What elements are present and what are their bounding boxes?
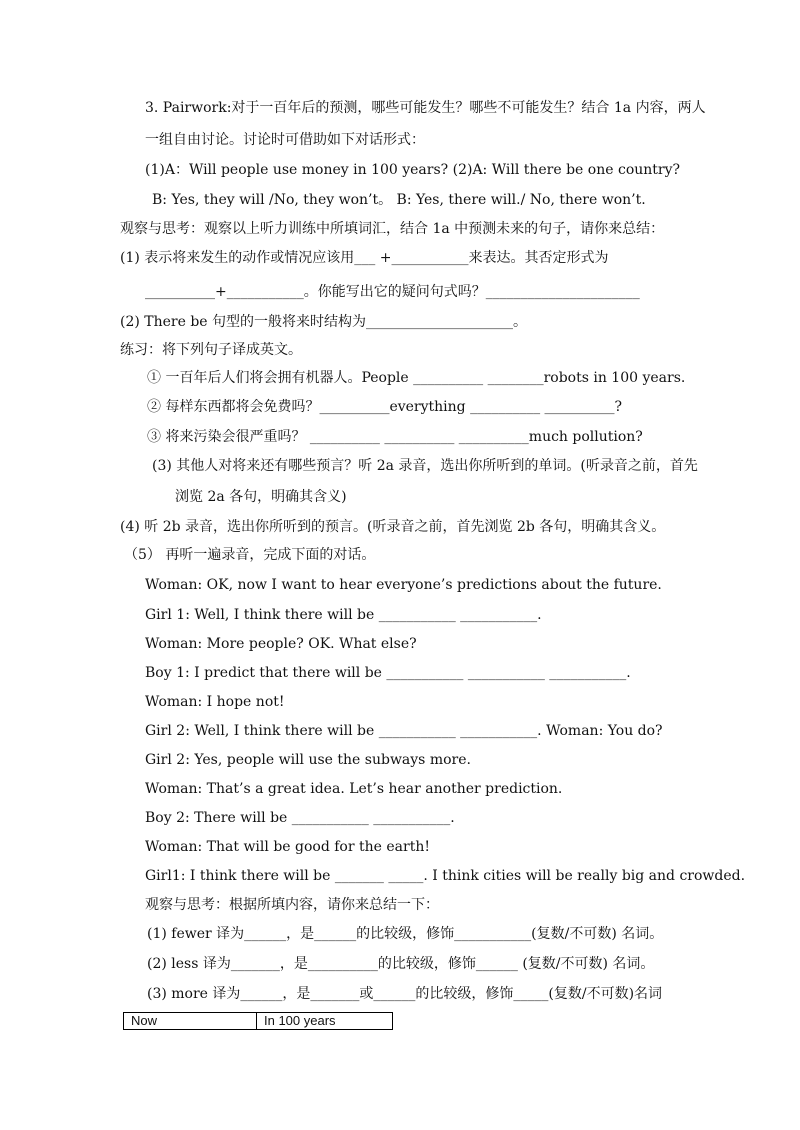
exercise-heading: 练习：将下列句子译成英文。 [120,342,302,358]
summary-fewer: (1) fewer 译为______，是______的比较级，修饰___________(复数/不可数) 名词。 [147,926,664,942]
dialog-line: Boy 1: I predict that there will be ___________ ___________ ___________. [145,665,631,681]
observe-summary-heading: 观察与思考：根据所填内容，请你来总结一下： [145,897,439,913]
exercise-2: ② 每样东西都将会免费吗？__________everything __________ __________? [147,399,623,415]
dialog-line: Woman: More people? OK. What else? [145,636,417,652]
summary-item-2: (2) There be 句型的一般将来时结构为_____________________。 [120,314,528,330]
dialog-example-b: B: Yes, they will /No, they won’t。 B: Yes, there will./ No, there won’t. [152,192,646,208]
dialog-line: Woman: I hope not! [145,694,285,710]
pairwork-instruction: 3. Pairwork:对于一百年后的预测，哪些可能发生？哪些不可能发生？结合 1a 内容，两人 [145,100,706,116]
dialog-line: Girl 1: Well, I think there will be ___________ ___________. [145,607,542,623]
dialog-line: Woman: That will be good for the earth! [145,839,430,855]
summary-item-1: (1) 表示将来发生的动作或情况应该用___ +___________来表达。其否定形式为 [120,250,609,266]
dialog-line: Woman: That’s a great idea. Let’s hear another prediction. [145,781,563,797]
dialog-line: Boy 2: There will be ___________ ___________. [145,810,455,826]
summary-item-1-cont: __________+___________。你能写出它的疑问句式吗？______________________ [145,284,640,300]
table-header-now: Now [124,1013,257,1029]
pairwork-instruction-cont: 一组自由讨论。讨论时可借助如下对话形式： [145,132,425,148]
task-4: (4) 听 2b 录音，选出你所听到的预言。(听录音之前，首先浏览 2b 各句，明确其含义。 [120,519,666,535]
summary-less: (2) less 译为_______，是__________的比较级，修饰______ (复数/不可数) 名词。 [147,956,655,972]
exercise-1: ① 一百年后人们将会拥有机器人。People __________ ________robots in 100 years. [147,370,686,386]
task-3-cont: 浏览 2a 各句，明确其含义) [175,489,347,505]
dialog-line: Girl 2: Yes, people will use the subways more. [145,752,471,768]
dialog-example-a: (1)A：Will people use money in 100 years? (2)A: Will there be one country? [145,162,681,178]
dialog-line: Woman: OK, now I want to hear everyone’s predictions about the future. [145,577,662,593]
table-header-in-100-years: In 100 years [264,1013,336,1028]
task-3: (3) 其他人对将来还有哪些预言？听 2a 录音，选出你所听到的单词。(听录音之前，首先 [152,458,698,474]
task-5: （5） 再听一遍录音，完成下面的对话。 [124,547,376,563]
summary-more: (3) more 译为______，是_______或______的比较级，修饰_____(复数/不可数)名词 [147,986,663,1002]
exercise-3: ③ 将来污染会很严重吗？ __________ __________ __________much pollution? [147,429,643,445]
dialog-line: Girl 2: Well, I think there will be ___________ ___________. Woman: You do? [145,723,663,739]
observe-heading: 观察与思考：观察以上听力训练中所填词汇，结合 1a 中预测未来的句子，请你来总结： [120,221,665,237]
comparison-table [123,1012,393,1030]
dialog-line: Girl1: I think there will be _______ _____. I think cities will be really big and crowded. [145,868,746,884]
